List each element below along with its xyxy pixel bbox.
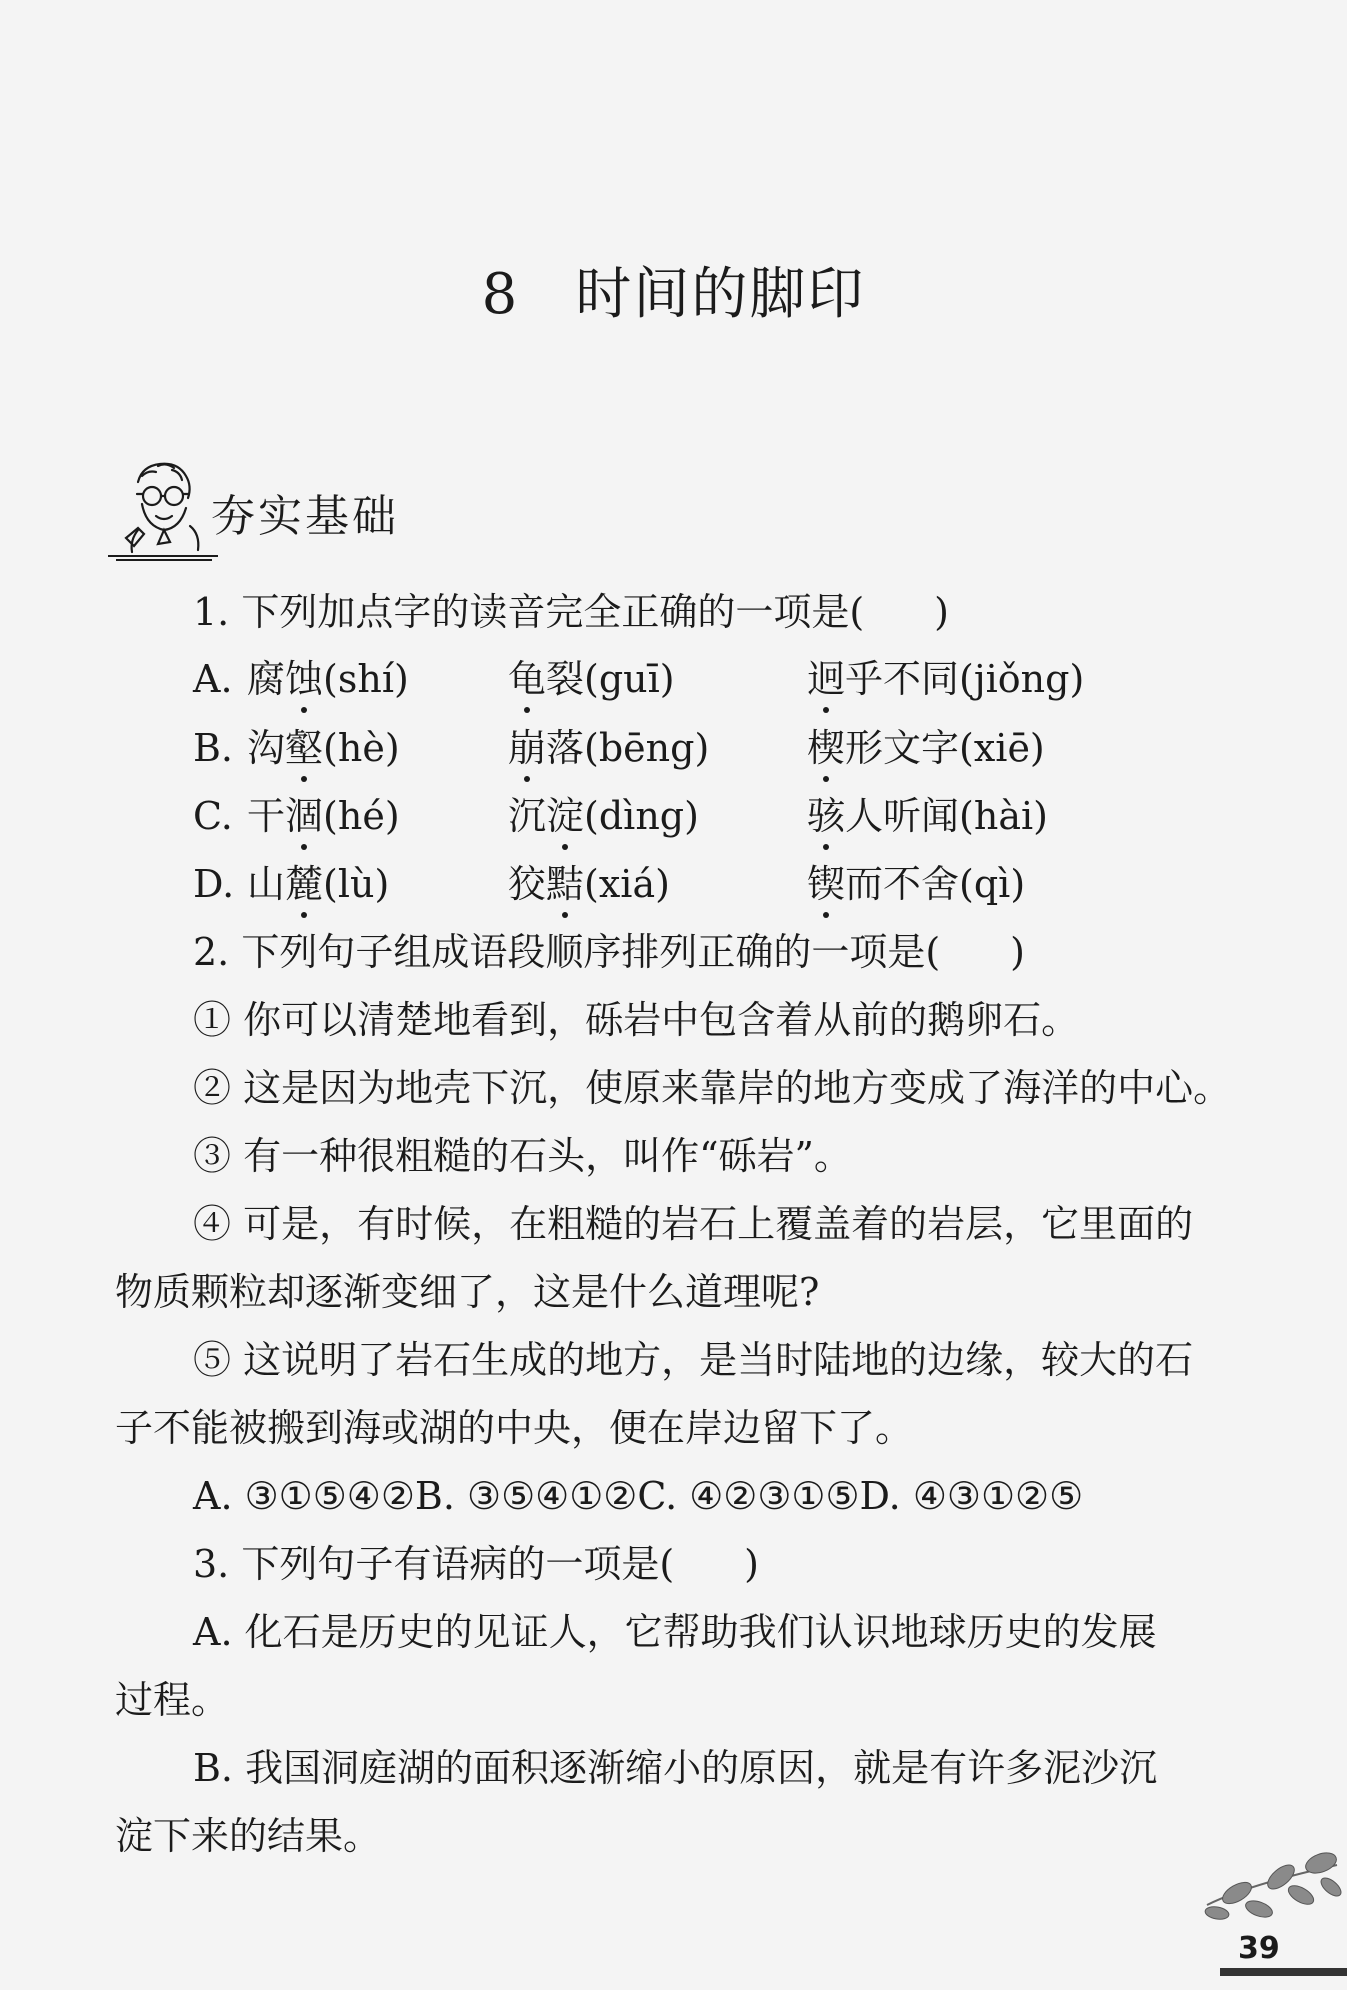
option-word-1: 山麓(lù) xyxy=(247,862,390,906)
option-word-1: 腐蚀(shí) xyxy=(247,657,409,701)
option-word-2: 狡黠(xiá) xyxy=(508,862,670,906)
q3-option-a: A. 化石是历史的见证人，它帮助我们认识地球历史的发展 xyxy=(193,1610,1157,1654)
page-footer-bar xyxy=(1220,1968,1347,1976)
q2-sentence-1: ① 你可以清楚地看到，砾岩中包含着从前的鹅卵石。 xyxy=(193,998,1080,1042)
q2-sentence-4-cont: 物质颗粒却逐渐变细了，这是什么道理呢? xyxy=(115,1270,820,1314)
chapter-name: 时间的脚印 xyxy=(575,262,866,327)
chapter-title xyxy=(0,250,1347,330)
option-letter: A. xyxy=(193,657,233,701)
chapter-number: 8 xyxy=(481,262,520,327)
q2-sentence-5: ⑤ 这说明了岩石生成的地方，是当时陆地的边缘，较大的石 xyxy=(193,1338,1194,1382)
option-word-3: 楔形文字(xiē) xyxy=(807,726,1045,770)
q2-sentence-5-cont: 子不能被搬到海或湖的中央，便在岸边留下了。 xyxy=(115,1406,914,1450)
q3-option-a-cont: 过程。 xyxy=(115,1678,230,1722)
option-letter: D. xyxy=(193,862,235,906)
leaf-branch-icon xyxy=(1197,1835,1347,1945)
q2-sentence-4: ④ 可是，有时候，在粗糙的岩石上覆盖着的岩层，它里面的 xyxy=(193,1202,1194,1246)
option-word-2: 龟裂(guī) xyxy=(508,657,675,701)
option-word-1: 干涸(hé) xyxy=(247,794,400,838)
option-letter: B. xyxy=(193,726,234,770)
option-word-3: 锲而不舍(qì) xyxy=(807,862,1026,906)
section-label: 夯实基础 xyxy=(211,491,399,542)
q2-sentence-2: ② 这是因为地壳下沉，使原来靠岸的地方变成了海洋的中心。 xyxy=(193,1066,1232,1110)
option-word-2: 沉淀(dìng) xyxy=(508,794,699,838)
option-letter: C. xyxy=(193,794,233,838)
q2-sentence-3: ③ 有一种很粗糙的石头，叫作“砾岩”。 xyxy=(193,1134,852,1178)
option-word-3: 迥乎不同(jiǒng) xyxy=(807,657,1085,701)
student-mascot-icon xyxy=(108,452,218,562)
option-word-1: 沟壑(hè) xyxy=(247,726,400,770)
option-word-3: 骇人听闻(hài) xyxy=(807,794,1048,838)
section-header xyxy=(108,452,488,562)
q2-answer-options: A. ③①⑤④②B. ③⑤④①②C. ④②③①⑤D. ④③①②⑤ xyxy=(193,1474,1084,1518)
q2-stem: 2. 下列句子组成语段顺序排列正确的一项是( ) xyxy=(193,930,1025,974)
page-number: 39 xyxy=(1238,1931,1280,1966)
q3-stem: 3. 下列句子有语病的一项是( ) xyxy=(193,1542,759,1586)
option-word-2: 崩落(bēng) xyxy=(508,726,710,770)
q3-option-b-cont: 淀下来的结果。 xyxy=(115,1814,382,1858)
q3-option-b: B. 我国洞庭湖的面积逐渐缩小的原因，就是有许多泥沙沉 xyxy=(193,1746,1158,1790)
q1-stem: 1. 下列加点字的读音完全正确的一项是( ) xyxy=(193,590,949,634)
